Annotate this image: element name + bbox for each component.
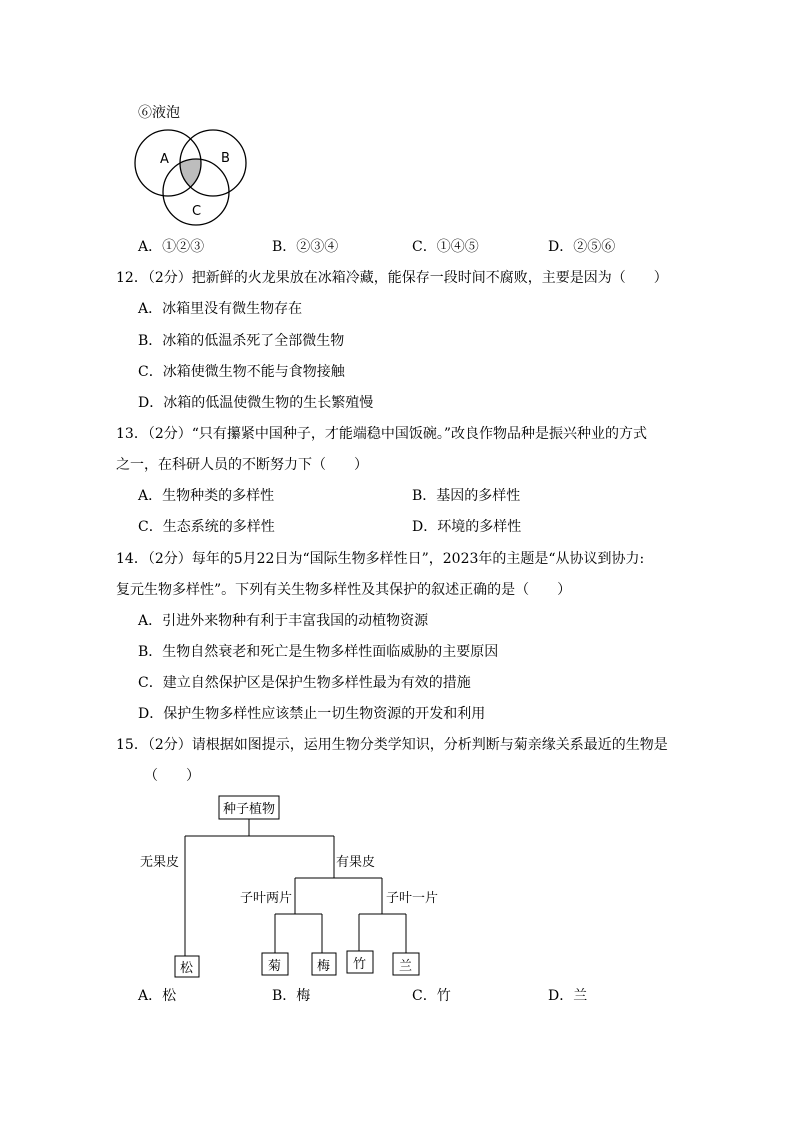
tree-root-label: 种子植物 xyxy=(223,802,276,817)
q12-option-b: B．冰箱的低温杀死了全部微生物 xyxy=(138,333,345,349)
tree-leaf-song: 松 xyxy=(180,961,194,976)
q14-option-c: C．建立自然保护区是保护生物多样性最为有效的措施 xyxy=(138,675,471,691)
tree-leaf-zhu: 竹 xyxy=(353,957,367,972)
q15-option-c: C．竹 xyxy=(412,988,451,1004)
q15-option-a: A．松 xyxy=(138,988,177,1004)
q13-option-d: D．环境的多样性 xyxy=(412,519,522,535)
q12-option-d: D．冰箱的低温使微生物的生长繁殖慢 xyxy=(138,395,374,411)
tree-monocot-label: 子叶一片 xyxy=(386,891,439,906)
classification-tree xyxy=(130,790,460,980)
tree-dicot-label: 子叶两片 xyxy=(240,891,293,906)
q15-option-d: D．兰 xyxy=(548,988,588,1004)
q13-stem-line2: 之一，在科研人员的不断努力下（ ） xyxy=(116,457,368,473)
venn-diagram xyxy=(130,122,260,232)
q11-option-c: C．①④⑤ xyxy=(412,239,479,255)
tree-leaf-mei: 梅 xyxy=(317,959,331,974)
q11-option-b: B．②③④ xyxy=(272,239,339,255)
q12-option-a: A．冰箱里没有微生物存在 xyxy=(138,301,303,317)
q14-stem-line2: 复元生物多样性”。下列有关生物多样性及其保护的叙述正确的是（ ） xyxy=(116,582,572,598)
q12-option-c: C．冰箱使微生物不能与食物接触 xyxy=(138,364,345,380)
q13-option-c: C．生态系统的多样性 xyxy=(138,519,275,535)
q14-option-b: B．生物自然衰老和死亡是生物多样性面临威胁的主要原因 xyxy=(138,644,499,660)
tree-has-pericarp-label: 有果皮 xyxy=(336,855,376,870)
tree-leaf-lan: 兰 xyxy=(399,959,413,974)
venn-label-c: C xyxy=(192,204,202,219)
q15-stem-line2: （ ） xyxy=(144,768,200,784)
q14-option-d: D．保护生物多样性应该禁止一切生物资源的开发和利用 xyxy=(138,706,486,722)
q13-option-a: A．生物种类的多样性 xyxy=(138,488,275,504)
q11-item6: ⑥液泡 xyxy=(138,105,180,121)
tree-no-pericarp-label: 无果皮 xyxy=(140,855,180,870)
q11-option-a: A．①②③ xyxy=(138,239,205,255)
tree-leaf-ju: 菊 xyxy=(268,959,282,974)
q13-option-b: B．基因的多样性 xyxy=(412,488,521,504)
q11-option-d: D．②⑤⑥ xyxy=(548,239,616,255)
venn-label-a: A xyxy=(160,152,169,167)
q14-stem-line1: 14．（2分）每年的5月22日为“国际生物多样性日”，2023年的主题是“从协议到协力: xyxy=(116,551,645,567)
q15-option-b: B．梅 xyxy=(272,988,311,1004)
q13-stem-line1: 13．（2分）“只有攥紧中国种子，才能端稳中国饭碗。”改良作物品种是振兴种业的方式 xyxy=(116,426,648,442)
q14-option-a: A．引进外来物种有利于丰富我国的动植物资源 xyxy=(138,613,429,629)
venn-label-b: B xyxy=(221,151,230,166)
q12-stem: 12．（2分）把新鲜的火龙果放在冰箱冷藏，能保存一段时间不腐败，主要是因为（ ） xyxy=(116,270,668,286)
q15-stem-line1: 15．（2分）请根据如图提示，运用生物分类学知识，分析判断与菊亲缘关系最近的生物是 xyxy=(116,737,668,753)
